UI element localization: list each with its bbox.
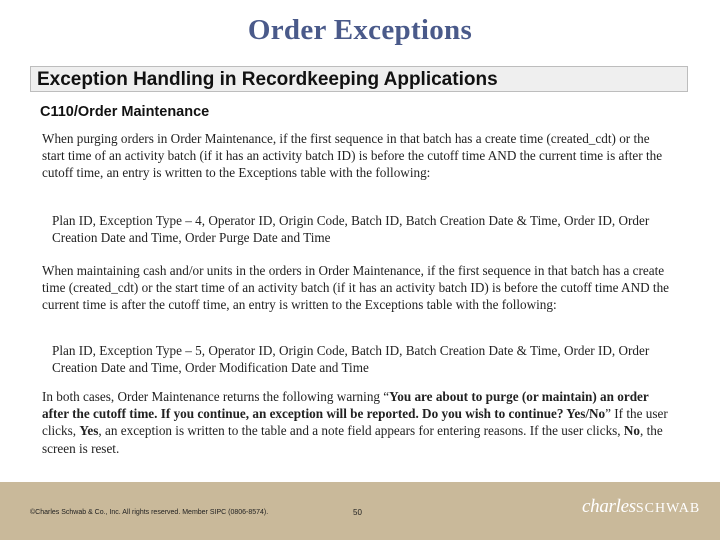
document-excerpt [30, 66, 690, 466]
warning-text: , an exception is written to the table and a note field appears for entering reasons. If the user clicks, [98, 423, 624, 439]
warning-message: You are about to purge (or maintain) an order after the cutoff time. If you continue, an exception will be reported. Do you wish to continue? Yes/No [42, 389, 649, 422]
no-option: No [623, 423, 641, 439]
paragraph-maintain: When maintaining cash and/or units in the orders in Order Maintenance, if the first sequence in that batch has a create time (created_cdt) or the start time of an activity batch (if it has an activity batch ID) is before the cutoff time AND the current time is after the cutoff time, an entry is written to the Exceptions table with the following: [42, 263, 670, 313]
paragraph-warning [42, 388, 672, 457]
yes-option: Yes [79, 423, 99, 439]
warning-text: , the screen is reset. [42, 423, 663, 456]
field-list-purge: Plan ID, Exception Type – 4, Operator ID, Origin Code, Batch ID, Batch Creation Date & Time, Order ID, Order Creation Date and Time, Order Purge Date and Time [52, 213, 650, 246]
document-header: Exception Handling in Recordkeeping Applications [30, 66, 688, 92]
copyright-notice: ©Charles Schwab & Co., Inc. All rights reserved. Member SIPC (0806-8574). [30, 509, 269, 516]
paragraph-purge: When purging orders in Order Maintenance, if the first sequence in that batch has a create time (created_cdt) or the start time of an activity batch (if it has an activity batch ID) is before the cutoff time AND the current time is after the cutoff time, an entry is written to the Exceptions table with the following: [42, 131, 663, 181]
schwab-logo [582, 496, 700, 518]
logo-script-text: charles [582, 496, 636, 517]
warning-text: In both cases, Order Maintenance returns the following warning “ [42, 389, 390, 404]
footer-band [0, 482, 720, 540]
slide-title: Order Exceptions [247, 14, 473, 46]
warning-text: ” If the user clicks, [42, 406, 668, 439]
field-list-maintain: Plan ID, Exception Type – 5, Operator ID, Origin Code, Batch ID, Batch Creation Date & Time, Order ID, Order Creation Date and Time, Order Modification Date and Time [52, 343, 650, 376]
page-number: 50 [353, 508, 362, 517]
logo-caps-text: SCHWAB [635, 501, 701, 516]
section-title: C110/Order Maintenance [40, 104, 210, 120]
